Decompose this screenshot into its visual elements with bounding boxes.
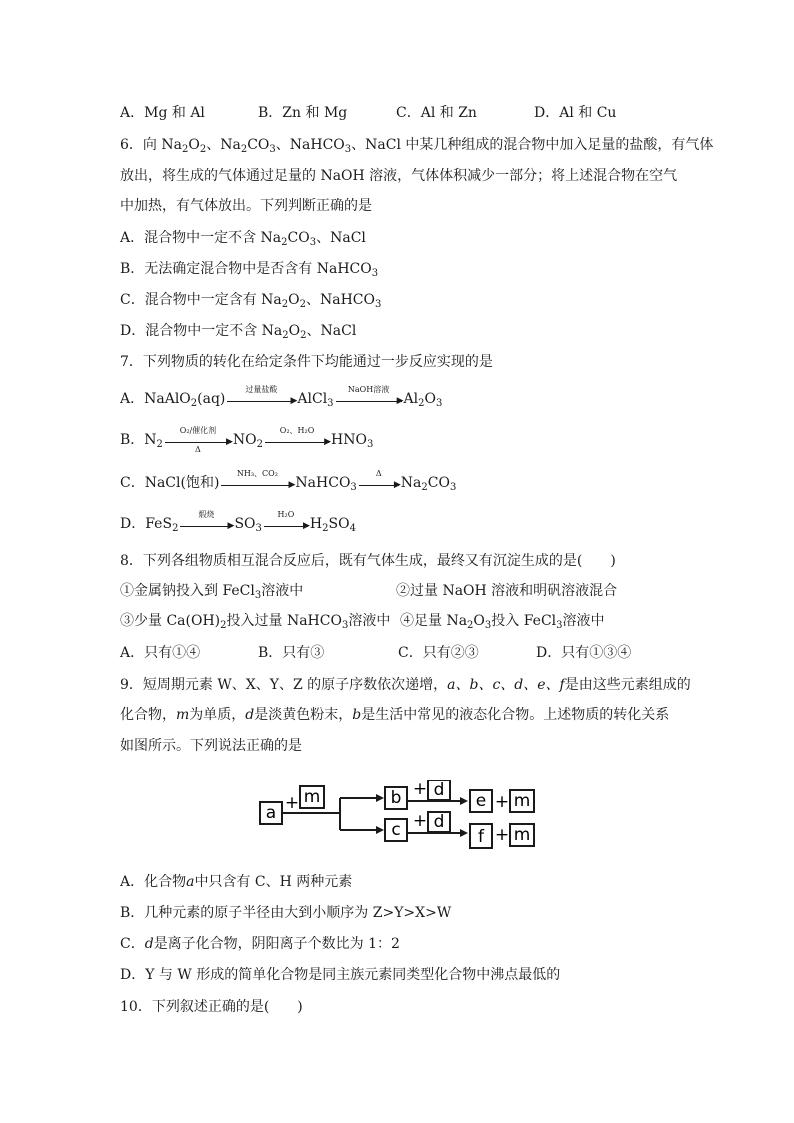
plus-sign: + — [494, 825, 510, 845]
reaction-arrow: 过量盐酸 ▶ — [227, 397, 295, 402]
label-e: e — [475, 791, 487, 811]
q9-reaction-diagram — [252, 780, 544, 856]
q5-option-d: D．Al 和 Cu — [534, 105, 617, 121]
q6-option-b: B．无法确定混合物中是否含有 NaHCO$_3$ — [120, 261, 379, 279]
label-b: b — [390, 788, 402, 808]
reaction-arrow: H₂O ▶ — [264, 522, 308, 527]
arrowhead — [460, 797, 468, 805]
q7-option-b: B．$N_2$ O₂/催化剂 ▶ Δ $NO_2$ O₂、H₂O ▶ $HNO_3$ — [120, 425, 374, 454]
q7-option-d: D．FeS$_2$ 煅烧 ▶ $SO_3$ H₂O ▶ $H_2SO_4$ — [120, 509, 356, 534]
q6-stem-line1: 6．向 $Na_2O_2$、$Na_2CO_3$、NaHCO$_3$、NaCl 中某几种组成的混合物中加入足量的盐酸，有气体 — [120, 137, 714, 155]
q9-option-d: D．Y 与 W 形成的简单化合物是同主族元素同类型化合物中沸点最低的 — [120, 967, 561, 983]
label-f: f — [478, 827, 484, 847]
q8-stem: 8．下列各组物质相互混合反应后，既有气体生成，最终又有沉淀生成的是( ) — [120, 553, 616, 569]
q9-option-b: B．几种元素的原子半径由大到小顺序为 Z>Y>X>W — [120, 905, 452, 921]
q8-option-b: B．只有③ — [258, 645, 325, 661]
reaction-arrow: Δ ▶ — [359, 481, 399, 486]
q6-option-a: A．混合物中一定不含 $Na_2CO_3$、NaCl — [120, 230, 366, 248]
q8-item-4: ④足量 $Na_2O_3$投入 FeCl$_3$溶液中 — [400, 613, 605, 631]
label-d: d — [433, 812, 445, 832]
plus-sign: + — [412, 811, 428, 831]
reaction-arrow: O₂/催化剂 ▶ Δ — [165, 438, 231, 443]
q5-option-b: B．Zn 和 Mg — [258, 105, 348, 121]
reaction-arrow: NaOH溶液 ▶ — [336, 397, 402, 402]
plus-sign: + — [494, 792, 510, 812]
q6-stem-line2: 放出，将生成的气体通过足量的 NaOH 溶液，气体体积减少一部分；将上述混合物在空气 — [120, 168, 678, 184]
q6-stem-line3: 中加热，有气体放出。下列判断正确的是 — [120, 198, 372, 214]
arrowhead — [376, 826, 384, 834]
q5-option-c: C．Al 和 Zn — [396, 105, 477, 121]
label-c: c — [391, 820, 401, 840]
q9-stem-line1: 9．短周期元素 W、X、Y、Z 的原子序数依次递增，a、b、c、d、e、f是由这些元素组成的 — [120, 677, 691, 693]
reaction-arrow: 煅烧 ▶ — [180, 522, 232, 527]
reaction-arrow: O₂、H₂O ▶ — [265, 438, 329, 443]
label-m: m — [513, 825, 531, 845]
q8-item-2: ②过量 NaOH 溶液和明矾溶液混合 — [396, 583, 618, 599]
q6-option-c: C．混合物中一定含有 $Na_2O_2$、NaHCO$_3$ — [120, 292, 382, 310]
q7-stem: 7．下列物质的转化在给定条件下均能通过一步反应实现的是 — [120, 354, 493, 370]
plus-sign: + — [284, 793, 300, 813]
q9-stem-line2: 化合物，m为单质，d是淡黄色粉末，b是生活中常见的液态化合物。上述物质的转化关系 — [120, 707, 670, 723]
q8-option-d: D．只有①③④ — [536, 645, 632, 661]
q8-item-3: ③少量 $Ca(OH)_2$投入过量 NaHCO$_3$溶液中 — [120, 613, 391, 631]
q9-option-a: A．化合物a中只含有 C、H 两种元素 — [120, 874, 353, 890]
arrowhead — [460, 829, 468, 837]
q8-item-1: ①金属钠投入到 FeCl$_3$溶液中 — [120, 583, 304, 601]
q9-option-c: C．d是离子化合物，阴阳离子个数比为 1：2 — [120, 936, 400, 952]
label-m: m — [303, 787, 321, 807]
q9-stem-line3: 如图所示。下列说法正确的是 — [120, 738, 302, 754]
label-a: a — [265, 803, 277, 823]
q10-stem: 10．下列叙述正确的是( ) — [120, 999, 303, 1015]
plus-sign: + — [412, 780, 428, 799]
arrowhead — [376, 794, 384, 802]
q7-option-c: C．NaCl(饱和) NH₃、CO₂ ▶ NaHCO$_3$ Δ ▶ $Na_2CO_3$ — [120, 468, 457, 493]
label-m: m — [513, 791, 531, 811]
reaction-arrow: NH₃、CO₂ ▶ — [221, 481, 293, 486]
q8-option-a: A．只有①④ — [120, 645, 201, 661]
q8-option-c: C．只有②③ — [398, 645, 479, 661]
q6-option-d: D．混合物中一定不含 $Na_2O_2$、NaCl — [120, 323, 357, 341]
label-d: d — [433, 780, 445, 800]
q7-option-a: A．NaAlO$_2$(aq) 过量盐酸 ▶ AlCl$_3$ NaOH溶液 ▶ $Al_2O_3$ — [120, 384, 443, 409]
q5-option-a: A．Mg 和 Al — [120, 105, 205, 121]
